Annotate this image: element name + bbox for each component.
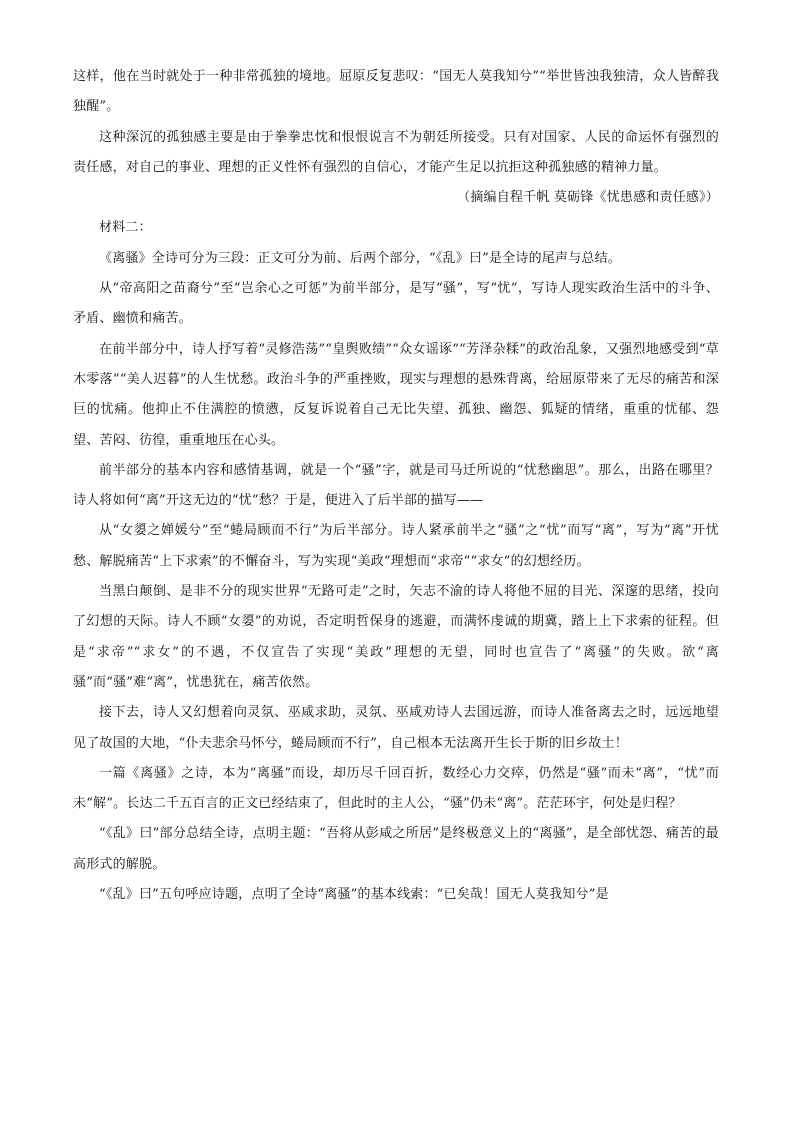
paragraph-second-half: 从“女嬃之婵媛兮”至“蜷局顾而不行”为后半部分。诗人紧承前半之“骚”之“忧”而写“离”，写为“离”开忧愁、解脱痛苦“上下求索”的不懈奋斗，写为实现“美政”理想而“求帝”“求女”的幻想经历。 (73, 523, 719, 569)
material-two-heading: 材料二： (99, 220, 152, 236)
paragraph-luan-summary: “《乱》曰”部分总结全诗，点明主题：“吾将从彭咸之所居”是终极意义上的“离骚”，是全部忧怨、痛苦的最高形式的解脱。 (73, 826, 719, 872)
paragraph-unresolved: 一篇《离骚》之诗，本为“离骚”而设，却历尽千回百折，数经心力交瘁，仍然是“骚”而未“离”，“忧”而未“解”。长达二千五百言的正文已经结束了，但此时的主人公，“骚”仍未“离”。茫茫环宇，何处是归程？ (73, 765, 719, 812)
paragraph-loneliness: 这种深沉的孤独感主要是由于拳拳忠忱和恨恨说言不为朝廷所接受。只有对国家、人民的命运怀有强烈的责任感，对自己的事业、理想的正义性怀有强烈的自信心，才能产生足以抗拒这种孤独感的精神力量。 (73, 129, 719, 175)
paragraph-continuation: 这样，他在当时就处于一种非常孤独的境地。屈原反复悲叹：“国无人莫我知兮”“举世皆浊我独清，众人皆醉我独醒”。 (73, 69, 719, 115)
document-page (73, 62, 719, 910)
paragraph-homeland: 接下去，诗人又幻想着向灵氛、巫咸求助，灵氛、巫咸劝诗人去国远游，而诗人准备离去之时，远远地望见了故国的大地，“仆夫悲余马怀兮，蜷局顾而不行”，自己根本无法离开生长于斯的旧乡故土！ (73, 705, 719, 751)
paragraph-luan-echo: “《乱》曰”五句呼应诗题，点明了全诗“离骚”的基本线索：“已矣哉！国无人莫我知兮”是 (99, 887, 609, 903)
paragraph-fantasy-quest: 当黑白颠倒、是非不分的现实世界“无路可走”之时，矢志不渝的诗人将他不屈的目光、深邃的思绪，投向了幻想的天际。诗人不顾“女嬃”的劝说，否定明哲保身的逃避，而满怀虔诚的期冀，踏上上下求索的征程。但是“求帝”“求女”的不遇，不仅宣告了实现“美政”理想的无望，同时也宣告了“离骚”的失败。欲“离骚”而“骚”难“离”，忧患犹在，痛苦依然。 (73, 584, 719, 690)
paragraph-first-half: 从“帝高阳之苗裔兮”至“岂余心之可惩”为前半部分，是写“骚”，写“忧”，写诗人现实政治生活中的斗争、矛盾、幽愤和痛苦。 (73, 281, 719, 327)
paragraph-sao-keynote: 前半部分的基本内容和感情基调，就是一个“骚”字，就是司马迁所说的“忧愁幽思”。那么，出路在哪里？诗人将如何“离”开这无边的“忧”愁？于是，便进入了后半部的描写—— (73, 462, 719, 509)
paragraph-structure: 《离骚》全诗可分为三段：正文可分为前、后两个部分，“《乱》曰”是全诗的尾声与总结。 (99, 250, 621, 266)
paragraph-political-chaos: 在前半部分中，诗人抒写着“灵修浩荡”“皇舆败绩”“众女谣诼”“芳泽杂糅”的政治乱象，又强烈地感受到“草木零落”“美人迟暮”的人生忧愁。政治斗争的严重挫败，现实与理想的悬殊背离，给屈原带来了无尽的痛苦和深巨的忧痛。他抑止不住满腔的愤懑，反复诉说着自己无比失望、孤独、幽怨、狐疑的情绪，重重的忧郁、怨望、苦闷、彷徨，重重地压在心头。 (73, 341, 719, 448)
source-citation: （摘编自程千帆 莫砺锋《忧患感和责任感》） (457, 190, 719, 206)
